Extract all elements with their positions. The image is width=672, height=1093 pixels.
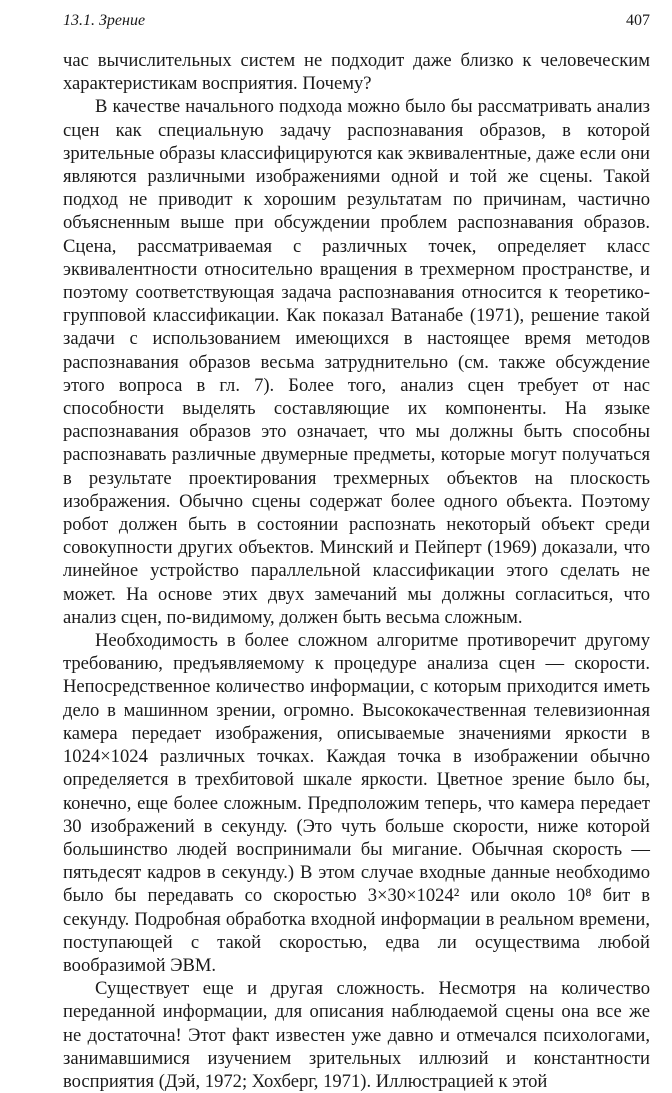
paragraph-3: Необходимость в более сложном алгоритме противоречит другому требованию, предъявляемому к процедуре анализа сцен — скорости. Непосредственное количество информации, с которым приходится иметь дело в машинном зрении, огромно. Высококачественная телевизионная камера передает изображения, описываемые значениями яркости в 1024×1024 различных точках. Каждая точка в изображении обычно определяется в трехбитовой шкале яркости. Цветное зрение было бы, конечно, еще более сложным. Предположим теперь, что камера передает 30 изображений в секунду. (Это чуть больше скорости, ниже которой большинство людей воспринимали бы мигание. Обычная скорость — пятьдесят кадров в секунду.) В этом случае входные данные необходимо было бы передавать со скоростью 3×30×1024² или около 10⁸ бит в секунду. Подробная обработка входной информации в реальном времени, поступающей с такой скоростью, едва ли осуществима любой вообразимой ЭВМ. xyxy=(63,630,650,976)
paragraph-4: Существует еще и другая сложность. Несмотря на количество переданной информации, для описания наблюдаемой сцены она все же не достаточна! Этот факт известен уже давно и отмечался психологами, занимавшимися изучением зрительных иллюзий и константности восприятия (Дэй, 1972; Хохберг, 1971). Иллюстрацией к этой xyxy=(63,978,650,1092)
body-text xyxy=(63,49,650,1093)
paragraph-1: час вычислительных систем не подходит даже близко к человеческим характеристикам восприятия. Почему? xyxy=(63,50,650,95)
paragraph-2: В качестве начального подхода можно было бы рассматривать анализ сцен как специальную задачу распознавания образов, в которой зрительные образы классифицируются как эквивалентные, даже если они являются различными изображениями одной и той же сцены. Такой подход не приводит к хорошим результатам по причинам, частично объясненным выше при обсуждении проблем распознавания образов. Сцена, рассматриваемая с различных точек, определяет класс эквивалентности относительно вращения в трехмерном пространстве, и поэтому соответствующая задача распознавания относится к теоретико-групповой классификации. Как показал Ватанабе (1971), решение такой задачи с использованием имеющихся в настоящее время методов распознавания образов весьма затруднительно (см. также обсуждение этого вопроса в гл. 7). Более того, анализ сцен требует от нас способности выделять составляющие их компоненты. На языке распознавания образов это означает, что мы должны быть способны распознавать различные двумерные предметы, которые могут получаться в результате проектирования трехмерных объектов на плоскость изображения. Обычно сцены содержат более одного объекта. Поэтому робот должен быть в состоянии распознать некоторый объект среди совокупности других объектов. Минский и Пейперт (1969) доказали, что линейное устройство параллельной классификации этого сделать не может. На основе этих двух замечаний мы должны согласиться, что анализ сцен, по-видимому, должен быть весьма сложным. xyxy=(63,96,650,628)
running-head xyxy=(63,12,650,34)
section-title: 13.1. Зрение xyxy=(63,12,146,29)
page-number: 407 xyxy=(626,12,650,29)
